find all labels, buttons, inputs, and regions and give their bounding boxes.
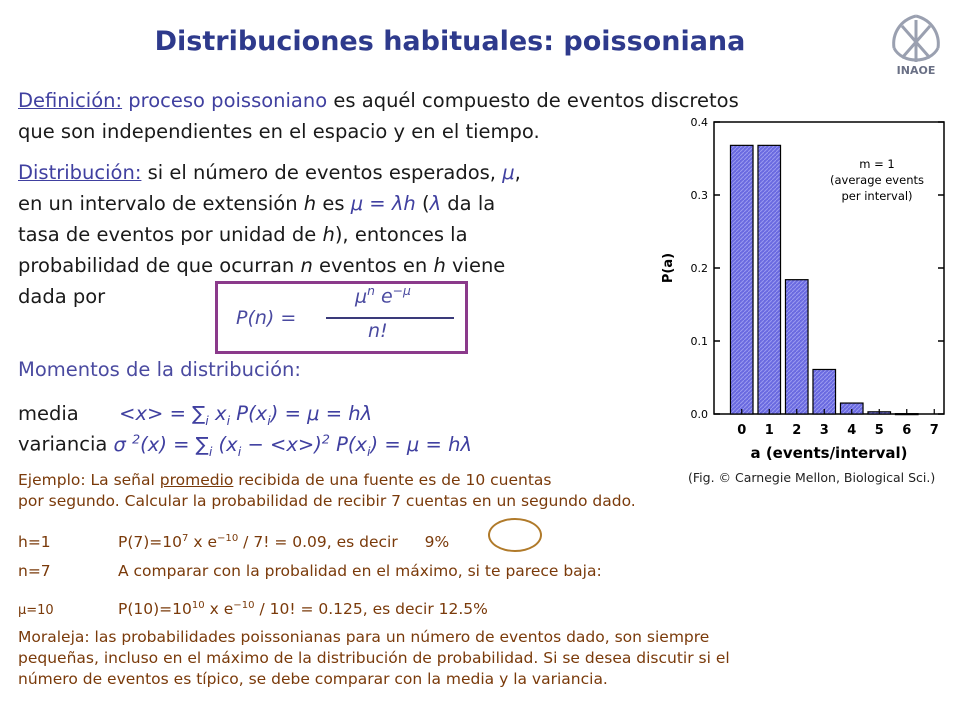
definition-label: Definición: [18,89,123,112]
row1-sup: −10 [217,533,239,544]
y-tick-label: 0.1 [690,335,708,348]
dist-text: tasa de eventos por unidad de [18,223,323,246]
example-line-2: por segundo. Calcular la probabilidad de recibir 7 cuentas en un segundo dado. [18,492,636,510]
x-tick-label: 6 [902,423,912,438]
bar [758,145,781,414]
definition-text-1: es aquél compuesto de eventos discretos [327,89,739,112]
h-symbol: h [303,192,317,215]
row3-sup: −10 [233,600,255,611]
x-tick-label: 5 [874,423,884,438]
bar [785,280,808,414]
definition-term: proceso poissoniano [128,89,328,112]
x-axis-label: a (events/interval) [750,444,908,462]
figure-caption: (Fig. © Carnegie Mellon, Biological Sci.) [688,470,936,485]
calc-row-3 [18,595,488,621]
x-tick-label: 1 [764,423,774,438]
dist-text: ( [415,192,430,215]
moraleja-line-3: número de eventos es típico, se debe comparar con la media y la variancia. [18,670,608,688]
mu-expression: μ = λh [350,192,416,215]
x-tick-label: 3 [819,423,829,438]
dist-text: , [514,161,521,184]
fraction-bar [326,317,454,319]
y-tick-label: 0.2 [690,262,708,275]
y-tick-label: 0.3 [690,189,708,202]
row1-label: h=1 [18,533,51,552]
dist-text: en un intervalo de extensión [18,192,304,215]
chart-annotation: m = 1 [859,157,895,171]
example-underlined: promedio [159,471,234,489]
chart-annotation: (average events [830,173,924,187]
calc-row-2 [18,561,602,582]
dist-text: es [316,192,351,215]
formula-numerator [355,284,411,307]
row2-text: A comparar con la probalidad en el máximo, si te parece baja: [118,562,602,580]
lambda-symbol: λ [429,192,442,215]
num-base: μ [355,285,368,308]
row3-label: μ=10 [18,603,54,619]
result-circle [488,518,542,552]
dist-text: ), entonces la [334,223,468,246]
dist-text: eventos en [312,254,434,277]
moraleja-line-1: Moraleja: las probabilidades poissonianas para un número de eventos dado, son siempre [18,628,710,646]
formula-denominator: n! [368,320,388,342]
num-e: e [374,285,393,308]
variance-line [18,431,472,458]
moments-heading: Momentos de la distribución: [18,358,301,381]
row3-sup: 10 [191,600,205,611]
num-exp: −μ [392,284,411,298]
row3-text: P(10)=10 [118,600,192,619]
example-line-1b: recibida de una fuente es de 10 cuentas [233,471,552,489]
row1-text: x e [188,533,217,552]
variance-label: variancia [18,432,108,456]
moraleja-text [18,627,958,690]
svg-text:INAOE: INAOE [896,64,936,77]
row1-text: P(7)=10 [118,533,183,552]
chart-annotation: per interval) [841,189,913,203]
row3-text: / 10! = 0.125, es decir 12.5% [254,600,488,619]
y-tick-label: 0.4 [690,116,708,129]
dist-text: dada por [18,285,106,308]
mean-label: media [18,402,79,425]
x-tick-label: 7 [929,423,939,438]
variance-expression: σ $^2(x) = \sum_i$ $(x_i - <x>)^2$ $P(x_i) = \mu = h\lambda$ [113,431,472,459]
num-sup: n [367,284,375,298]
distribution-label: Distribución: [18,161,142,184]
page-title: Distribuciones habituales: poissoniana [154,26,746,57]
calc-row-1 [18,528,449,553]
dist-text: probabilidad de que ocurran [18,254,301,277]
h-symbol: h [433,254,446,277]
formula-lhs: P(n) = [236,307,297,329]
row3-text: x e [204,600,234,619]
x-tick-label: 4 [847,423,857,438]
row1-sup: 7 [182,533,189,544]
mu-symbol: μ [502,161,515,184]
moraleja-line-2: pequeñas, incluso en el máximo de la distribución de probabilidad. Si se desea discutir si el [18,649,730,667]
x-tick-label: 2 [792,423,802,438]
n-symbol: n [300,254,313,277]
bar [730,145,753,414]
dist-text: da la [441,192,496,215]
dist-text: si el número de eventos esperados, [141,161,503,184]
row2-label: n=7 [18,562,51,580]
y-tick-label: 0.0 [690,408,708,421]
inaoe-logo [880,8,952,80]
poisson-bar-chart [652,108,960,488]
row1-result: 9% [424,533,450,552]
h-symbol: h [322,223,335,246]
definition-text-2: que son independientes en el espacio y en el tiempo. [18,120,540,143]
dist-text: viene [445,254,506,277]
bar [813,369,836,414]
row1-text: / 7! = 0.09, es decir [238,533,398,552]
y-axis-label: P(a) [661,252,676,284]
x-tick-label: 0 [737,423,747,438]
example-line-1a: Ejemplo: La señal [18,471,160,489]
mean-line [18,402,372,428]
mean-expression: $<x> = \sum_i$ $x_i$ $P(x_i) = \mu = h\lambda$ [119,402,373,428]
